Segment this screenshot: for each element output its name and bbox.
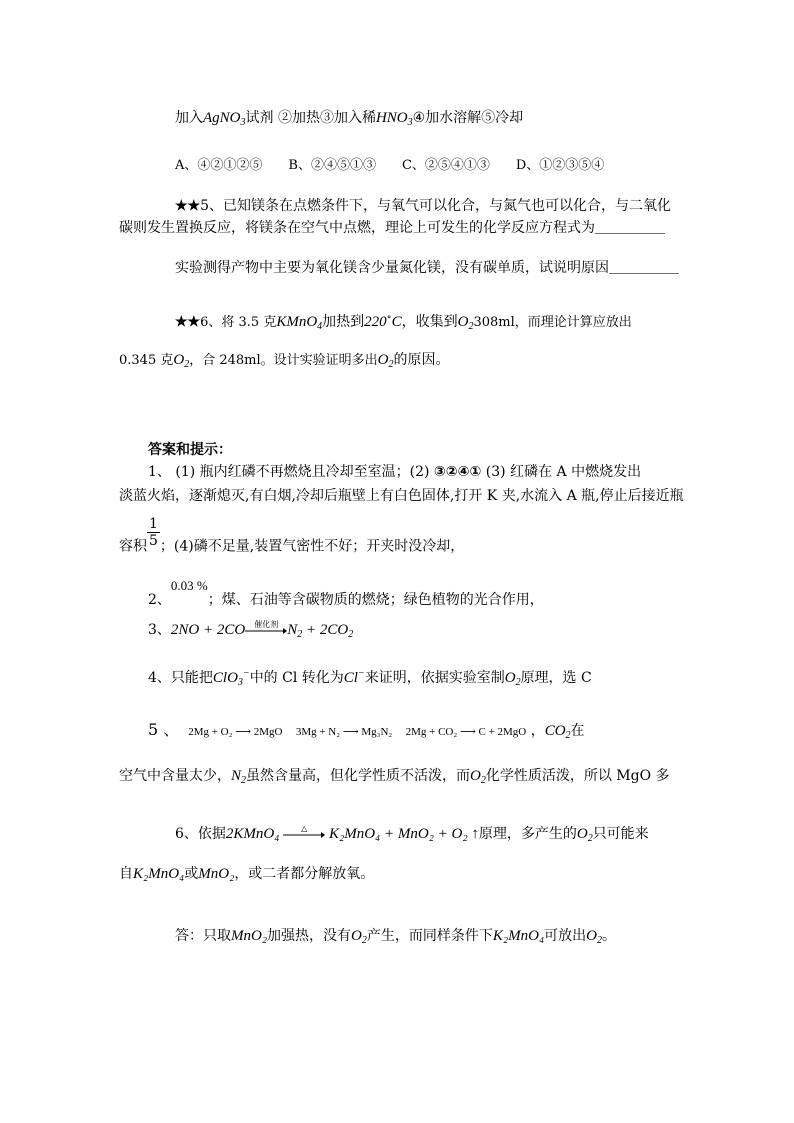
text: 2、: [148, 592, 171, 608]
text: 5、已知镁条在点燃条件下，与氧气可以化合，与氮气也可以化合，与二氧化: [200, 198, 672, 214]
text: ；煤、石油等含碳物质的燃烧；绿色植物的光合作用，: [207, 592, 544, 608]
text: 答：只取: [175, 928, 231, 944]
a6-line1: [175, 824, 649, 849]
a1-line3: [119, 516, 464, 557]
text: 容积: [119, 538, 147, 555]
text: ；(4)磷不足量,装置气密性不好；开夹时没冷却，: [159, 538, 465, 555]
text: 6、依据: [175, 826, 226, 842]
formula-kmno4: KMnO$_4$: [276, 314, 323, 332]
formula-clo3: ClO$_3$−: [212, 668, 250, 688]
formula-o2: $O_2$: [586, 928, 602, 946]
formula-o2: $O_2$: [173, 352, 190, 370]
text: 4、只能把: [148, 670, 213, 686]
text: 308ml，而理论计算应放出: [473, 315, 632, 330]
final-answer-line: [175, 926, 616, 951]
text: 化学性质活泼，所以 MgO 多: [485, 768, 670, 784]
a6-line2: [119, 864, 374, 884]
text: 3、: [148, 622, 171, 638]
equation-no-co: 2NO + 2CO 催化剂 $N_2 + 2CO_2$: [170, 619, 354, 640]
formula-agno3: AgNO$_3$: [203, 110, 246, 128]
text: 虽然含量高，但化学性质不活泼，而: [246, 768, 471, 784]
text: 加热到: [322, 314, 365, 330]
formula-o2: $O_2$: [351, 928, 367, 946]
formula-o2: $O_2$: [470, 768, 486, 786]
formula-o2: $O_2$: [377, 352, 394, 370]
text: 0.345 克: [119, 353, 174, 368]
formula-k2mno4: K₂MnO₄: [133, 866, 185, 882]
text: 空气中含量太少，: [119, 768, 231, 784]
reaction-arrow-icon: 催化剂: [245, 624, 287, 638]
formula-mno2: MnO₂: [231, 928, 268, 944]
equation-mg-n2: 3Mg + N₂ ⟶ Mg₃N₂: [295, 726, 393, 738]
formula-k2mno4: K₂MnO₄: [492, 928, 545, 944]
text: 。: [602, 928, 616, 944]
text: 自: [119, 866, 133, 882]
formula-hno3: $HNO_3$: [375, 110, 413, 128]
text: (3) 红磷在 A 中燃烧发出: [481, 464, 642, 480]
text: 产生，而同样条件下: [366, 928, 493, 944]
temperature: 220∘C: [364, 312, 402, 330]
text: 可放出: [544, 928, 587, 944]
q5-line3: 实验测得产物中主要为氧化镁含少量氮化镁，没有碳单质，试说明原因＿＿＿＿＿: [175, 260, 679, 276]
text: 只可能来: [592, 826, 649, 842]
a3-line: [148, 620, 353, 645]
a4-line: [148, 664, 592, 693]
text: 的原因。: [393, 352, 450, 368]
text: 来证明，依据实验室制: [364, 670, 505, 686]
text: 原理，选 C: [520, 670, 592, 686]
reaction-arrow-icon: △: [283, 828, 325, 842]
formula-co2: $CO_2$: [544, 723, 571, 741]
equation-mg-co2: 2Mg + CO₂ ⟶ C + 2MgO: [405, 726, 527, 738]
a5-line1: [148, 720, 585, 746]
text: ，: [526, 723, 545, 739]
text: 试剂 ②加热③加入稀: [245, 110, 376, 126]
formula-o2: $O_2$: [504, 670, 521, 688]
text: 或: [184, 866, 199, 882]
text: 加入: [175, 110, 203, 126]
formula-n2: $N_2$: [231, 768, 247, 786]
text: 在: [570, 723, 585, 739]
fraction-one-fifth: $\frac{1}{5}$: [149, 516, 158, 549]
formula-mno2: MnO₂: [198, 866, 235, 882]
a1-line2: 淡蓝火焰，逐渐熄灭,有白烟,冷却后瓶壁上有白色固体,打开 K 夹,水流入 A 瓶,停止后接近瓶: [119, 488, 684, 504]
difficulty-stars: ★★: [175, 198, 201, 214]
text: 原理，多产生的: [478, 826, 577, 842]
text: 加强热，没有: [267, 928, 352, 944]
formula-o2: $O_2$: [457, 314, 474, 332]
text: ③②④①: [433, 464, 482, 480]
text: ，合 248ml。设计实验证明多出: [189, 353, 378, 368]
formula-o2: $O_2$: [576, 826, 593, 844]
text: 6、将 3.5 克: [200, 315, 277, 330]
q6-line1: [175, 308, 632, 337]
q4-options: A、④②①②⑤ B、②④⑤①③ C、②⑤④①③ D、①②③⑤④: [175, 158, 605, 173]
answers-heading: 答案和提示：: [148, 442, 232, 458]
text: 1、 (1) 瓶内红磷不再燃烧且冷却至室温；(2): [148, 464, 434, 480]
text: ，或二者都分解放氧。: [234, 866, 375, 882]
formula-cl-ion: Cl−: [343, 668, 365, 686]
q5-line1: [175, 196, 671, 216]
a5-line2: [119, 766, 670, 791]
percentage: 0.03 %: [170, 578, 208, 593]
a2-line: [148, 576, 544, 610]
q5-line2: 碳则发生置换反应，将镁条在空气中点燃，理论上可发生的化学反应方程式为＿＿＿＿＿: [119, 220, 665, 236]
q6-line2: [119, 350, 449, 375]
a1-line1: [148, 462, 641, 482]
text: ④加水溶解⑤冷却: [412, 110, 524, 126]
difficulty-stars: ★★: [175, 314, 201, 330]
equation-kmno4-decomposition: 2KMnO₄ △ K₂MnO₄ + MnO₂ + O₂ ↑: [225, 823, 479, 842]
q4-reagent-line: [175, 108, 523, 133]
equation-mg-o2: 2Mg + O₂ ⟶ 2MgO: [188, 726, 283, 738]
text: 5 、: [148, 720, 180, 739]
text: 中的 Cl 转化为: [249, 670, 344, 686]
text: ，收集到: [401, 314, 458, 330]
